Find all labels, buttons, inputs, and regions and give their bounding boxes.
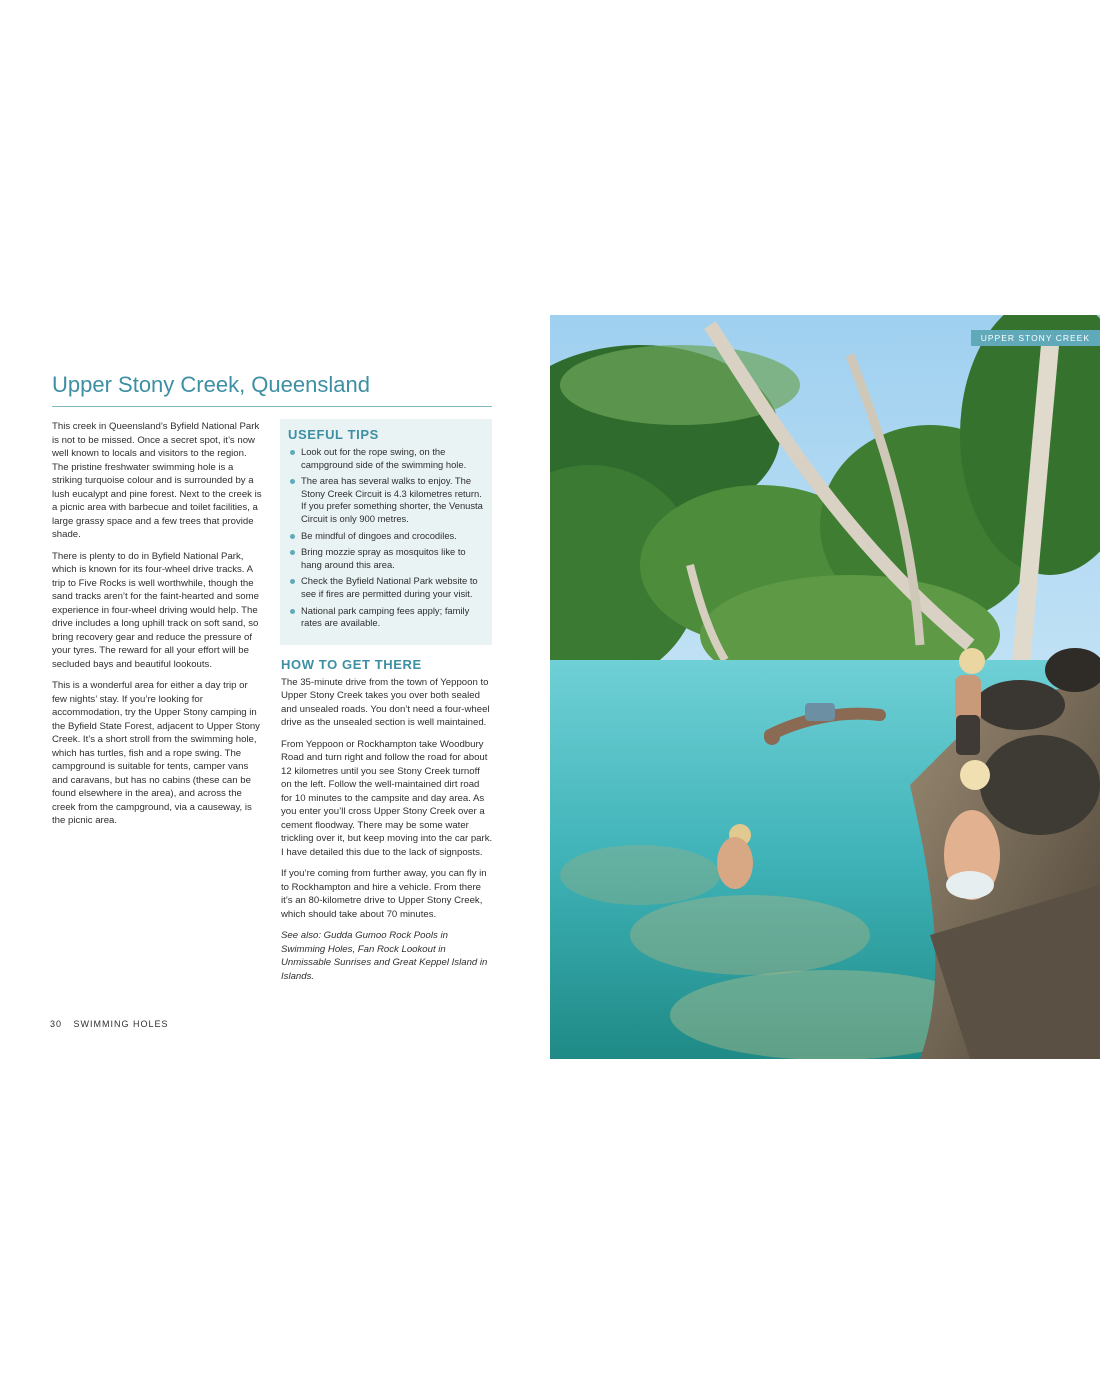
bullet-icon — [290, 450, 295, 455]
bullet-icon — [290, 534, 295, 539]
photo-location-tag: UPPER STONY CREEK — [971, 330, 1100, 346]
directions-paragraph: From Yeppoon or Rockhampton take Woodbury Road and turn right and follow the road for about 12 kilometres until you see Stony Creek turnoff on the left. Follow the well-maintained dirt road for 10 minutes to the campsite and day area. As you enter you’ll cross Upper Stony Creek over a cement floodway. There may be some water trickling over it, but keep moving into the car park. I have detailed this due to the lack of signposts. — [281, 738, 493, 858]
tip-text: Look out for the rope swing, on the campground side of the swimming hole. — [301, 446, 467, 470]
intro-column — [52, 420, 264, 836]
directions-paragraph: The 35-minute drive from the town of Yeppoon to Upper Stony Creek takes you over both sealed and unsealed roads. You don’t need a four-wheel drive as the unsealed section is well maintained. — [281, 676, 490, 728]
tip-item — [288, 546, 484, 571]
tip-item — [288, 475, 484, 525]
page-footer — [50, 1019, 169, 1029]
bullet-icon — [290, 579, 295, 584]
tip-text: Be mindful of dingoes and crocodiles. — [301, 529, 457, 541]
directions-column — [281, 658, 493, 991]
how-to-get-there-heading: HOW TO GET THERE — [281, 657, 422, 672]
page-number: 30 — [50, 1019, 63, 1029]
tip-item — [288, 446, 484, 471]
see-also-note: See also: Gudda Gumoo Rock Pools in Swimming Holes, Fan Rock Lookout in Unmissable Sunrises and Great Keppel Island in Islands. — [281, 930, 488, 982]
bullet-icon — [290, 479, 295, 484]
section-name: SWIMMING HOLES — [73, 1019, 169, 1029]
bullet-icon — [290, 609, 295, 614]
creek-photo — [550, 315, 1100, 1059]
intro-paragraph: There is plenty to do in Byfield National Park, which is known for its four-wheel drive tracks. A trip to Five Rocks is well worthwhile, though the sand tracks aren’t for the faint-hearted and some experience in four-wheel driving would help. The drive includes a long uphill track on soft sand, so bring recovery gear and reduce the pressure of your tyres. The reward for all your effort will be secluded bays and beautiful lookouts. — [52, 550, 259, 670]
bullet-icon — [290, 550, 295, 555]
tip-item — [288, 605, 484, 630]
article-title: Upper Stony Creek, Queensland — [52, 372, 370, 397]
tip-item — [288, 530, 484, 543]
tip-text: Bring mozzie spray as mosquitos like to hang around this area. — [301, 546, 466, 570]
intro-paragraph: This is a wonderful area for either a day trip or few nights’ stay. If you’re looking for accommodation, try the Upper Stony camping in the Byfield State Forest, adjacent to Upper Stony Creek. It’s a short stroll from the swimming hole, which has turtles, fish and a rope swing. The campground is suitable for tents, camper vans and caravans, but has no cabins (these can be found elsewhere in the area), and across the creek from the campground, via a causeway, is the picnic area. — [52, 680, 260, 826]
tip-item — [288, 575, 484, 600]
tip-text: The area has several walks to enjoy. The Stony Creek Circuit is 4.3 kilometres return. If you prefer something shorter, the Venusta Circuit is only 900 metres. — [301, 475, 483, 524]
tip-text: Check the Byfield National Park website to see if fires are permitted during your visit. — [301, 575, 478, 599]
useful-tips-box — [280, 419, 492, 645]
tip-text: National park camping fees apply; family rates are available. — [301, 604, 470, 629]
directions-paragraph: If you’re coming from further away, you can fly in to Rockhampton and hire a vehicle. From there it’s an 80-kilometre drive to Upper Stony Creek, which should take about 70 minutes. — [281, 868, 487, 920]
tips-list — [288, 446, 484, 630]
intro-paragraph: This creek in Queensland’s Byfield National Park is not to be missed. Once a secret spot, it’s now well known to locals and visitors to the region. The pristine freshwater swimming hole is a striking turquoise colour and is surrounded by a lush eucalypt and pine forest. Next to the creek is a picnic area with barbecue and toilet facilities, a large grassy space and a few trees that provide shade. — [52, 421, 262, 540]
title-divider — [52, 406, 492, 407]
photo-illustration — [550, 315, 1100, 1059]
useful-tips-heading: USEFUL TIPS — [288, 427, 379, 442]
